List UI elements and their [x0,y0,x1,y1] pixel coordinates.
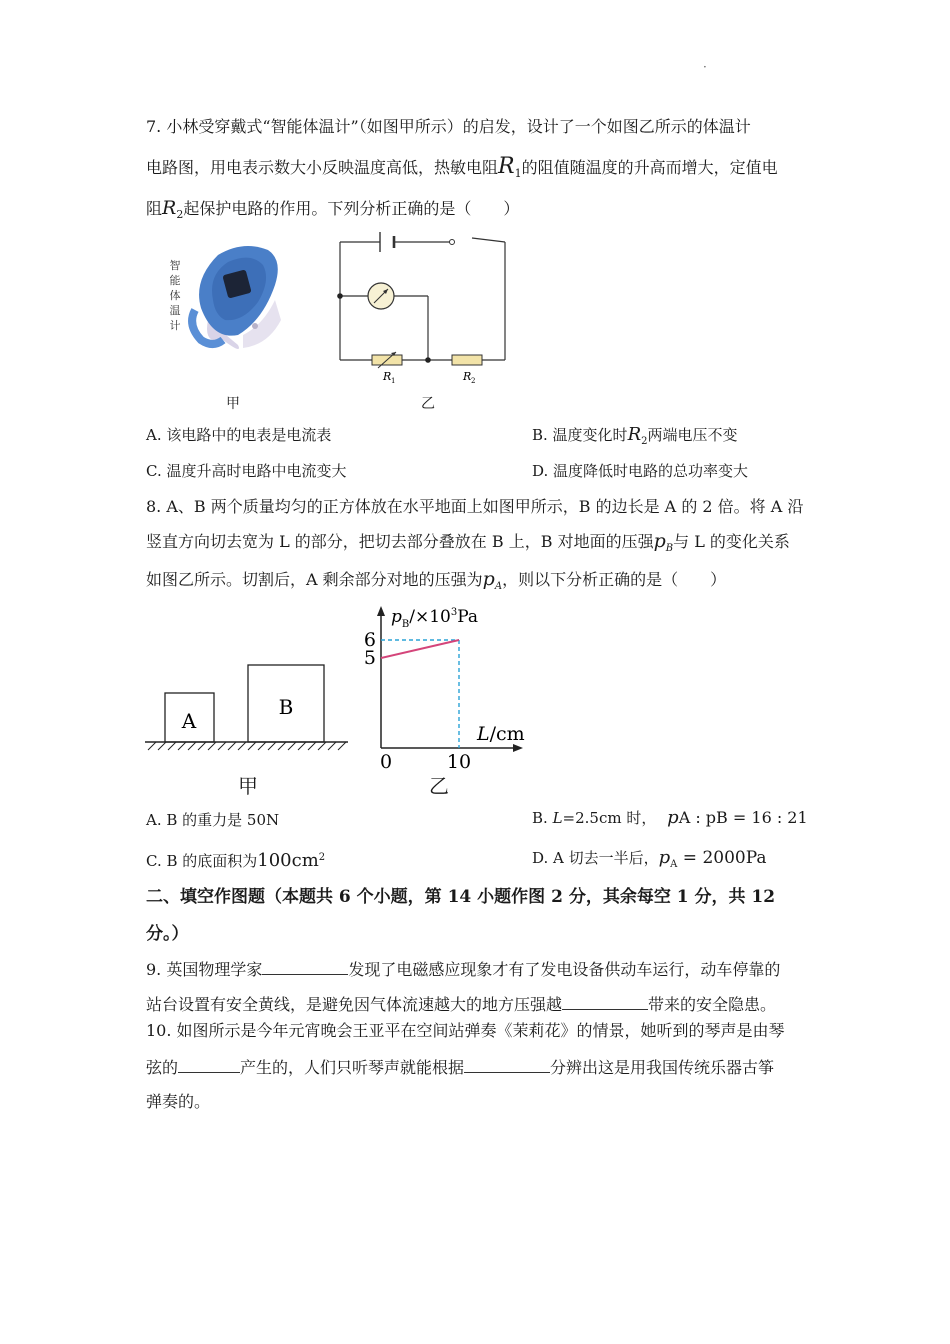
q8-line-2b: 与 L 的变化关系 [673,532,790,551]
device-label-char: 温 [169,304,181,317]
q9-line-2 [146,993,776,1016]
series-line [381,640,459,658]
r2-label: R [463,370,472,383]
q8-option-c-value: 100cm [257,850,319,871]
q7-line-3a: 阻 [146,199,163,218]
q10-blank-1[interactable] [178,1056,240,1073]
q7-line-3 [146,197,519,226]
q7-line-1: 7. 小林受穿戴式“智能体温计”（如图甲所示）的启发，设计了一个如图乙所示的体温计 [146,117,751,136]
y-axis-label-p: p [391,607,402,627]
device-label-char: 智 [169,259,181,272]
device-label-char: 能 [169,274,181,287]
y-axis-arrow [377,606,385,616]
q10-line-2c: 分辨出这是用我国传统乐器古筝 [550,1058,775,1077]
header-mark: · [703,60,707,74]
junction-dot [425,357,431,363]
q8-option-b-mid: =2.5cm 时， [562,809,657,827]
q8-line-2 [146,530,790,560]
q8-option-d-prefix: D. A 切去一半后， [532,849,659,867]
q9-line-2a: 站台设置有安全黄线，是避免因气体流速越大的地方压强越 [146,995,563,1014]
q8-line-3 [146,568,726,598]
q8-option-c-sup: 2 [318,852,326,863]
r2-label-sub: 2 [471,377,476,385]
q10-blank-2[interactable] [464,1056,550,1073]
q8-caption-jia: 甲 [238,774,258,798]
y-axis-label-unit: Pa [457,607,479,627]
q7-r2-var: R [162,197,177,219]
blocks-figure [140,660,355,755]
q8-option-c [146,848,325,871]
q7-option-b-prefix: B. 温度变化时 [532,426,628,444]
q7-caption-jia: 甲 [226,396,240,412]
q7-option-b-suffix: 两端电压不变 [647,426,738,444]
q10-line-1: 10. 如图所示是今年元宵晚会王亚平在空间站弹奏《茉莉花》的情景，她听到的琴声是由琴 [146,1021,785,1040]
q8-option-b-var: L [552,809,563,827]
q8-line-1: 8. A、B 两个质量均匀的正方体放在水平地面上如图甲所示，B 的边长是 A 的 2 倍。将 A 沿 [146,497,804,516]
q7-option-d: D. 温度降低时电路的总功率变大 [532,462,749,480]
q7-line-2 [146,156,778,185]
r1-label: R [383,370,392,383]
block-a-label: A [181,709,197,733]
ground-hatching [148,742,346,750]
section2-title-line-2: 分。） [146,924,189,944]
q8-option-b-formula-rest: A : p [678,808,717,827]
q7-option-c: C. 温度升高时电路中电流变大 [146,462,347,480]
q8-line-2a: 竖直方向切去宽为 L 的部分，把切去部分叠放在 B 上，B 对地面的压强 [146,532,654,551]
q7-option-a: A. 该电路中的电表是电流表 [146,426,332,444]
q8-option-b-formula: p [667,807,679,828]
q9-line-1 [146,958,780,981]
q7-r1-sub: 1 [514,167,522,181]
y-axis-label-sup: 3 [450,607,458,618]
y-tick-label-6: 6 [363,629,376,651]
y-axis-label-sub: B [401,619,410,630]
q9-blank-2[interactable] [562,993,648,1010]
q7-r2-sub: 2 [176,208,184,222]
x-axis-label-var: L [477,723,490,745]
device-label-char: 计 [169,319,181,332]
x-tick-label-0: 0 [379,751,393,773]
q7-caption-yi: 乙 [421,396,435,412]
q9-line-2b: 带来的安全隐患。 [648,995,777,1014]
x-axis-arrow [513,744,523,752]
q8-option-a: A. B 的重力是 50N [146,811,280,829]
q8-line-3b: ，则以下分析正确的是（ ） [502,570,727,589]
q9-blank-1[interactable] [262,958,348,975]
q8-pb-sub: B [665,543,674,555]
q8-pa-var: p [482,568,495,590]
circuit-diagram [330,230,515,390]
q8-option-b-formula-end: B = 16 : 21 [716,808,808,827]
q8-option-b [532,808,808,828]
x-axis-label-unit: /cm [489,723,525,745]
q8-caption-yi: 乙 [429,774,449,798]
x-axis-label [476,723,525,745]
block-b-label: B [278,695,294,719]
q7-r1-var: R [498,154,515,179]
y-axis-label-rest: /×10 [409,607,451,627]
smart-thermometer-image [183,240,288,360]
q8-option-d [532,848,767,875]
q8-line-3a: 如图乙所示。切割后，A 剩余部分对地的压强为 [146,570,483,589]
switch-contact [450,240,455,245]
q8-pb-var: p [653,530,666,552]
q10-line-2a: 弦的 [146,1058,179,1077]
device-label [168,258,182,333]
q8-option-d-sub: A [670,859,678,870]
q8-option-c-prefix: C. B 的底面积为 [146,852,258,870]
q8-option-b-prefix: B. [532,809,548,827]
q7-line-2b: 的阻值随温度的升高而增大，定值电 [521,158,778,177]
device-label-char: 体 [169,289,181,302]
r1-label-sub: 1 [391,377,396,385]
q7-option-b-sub: 2 [641,436,648,447]
q8-option-d-formula: p [658,847,671,868]
q8-option-d-value: = 2000Pa [677,848,767,868]
y-tick-label-5: 5 [363,647,376,669]
x-tick-label-10: 10 [446,751,472,773]
q9-line-1a: 9. 英国物理学家 [146,960,263,979]
q10-line-3: 弹奏的。 [146,1092,211,1111]
q7-option-b [532,425,738,452]
q7-option-b-var: R [627,424,642,445]
r2-resistor [452,355,482,365]
y-axis-label [391,607,478,630]
junction-dot [337,293,343,299]
q9-line-1b: 发现了电磁感应现象才有了发电设备供动车运行，动车停靠的 [348,960,781,979]
q8-pa-sub: A [494,581,503,593]
section2-title-line-1: 二、填空作图题（本题共 6 个小题，第 14 小题作图 2 分，其余每空 1 分，共 12 [146,887,776,907]
q10-line-2b: 产生的，人们只听琴声就能根据 [240,1058,465,1077]
q10-line-2 [146,1056,774,1079]
pb-vs-l-chart [355,600,535,775]
q7-line-3b: 起保护电路的作用。下列分析正确的是（ ） [183,199,520,218]
q7-line-2a: 电路图，用电表示数大小反映温度高低，热敏电阻 [146,158,499,177]
